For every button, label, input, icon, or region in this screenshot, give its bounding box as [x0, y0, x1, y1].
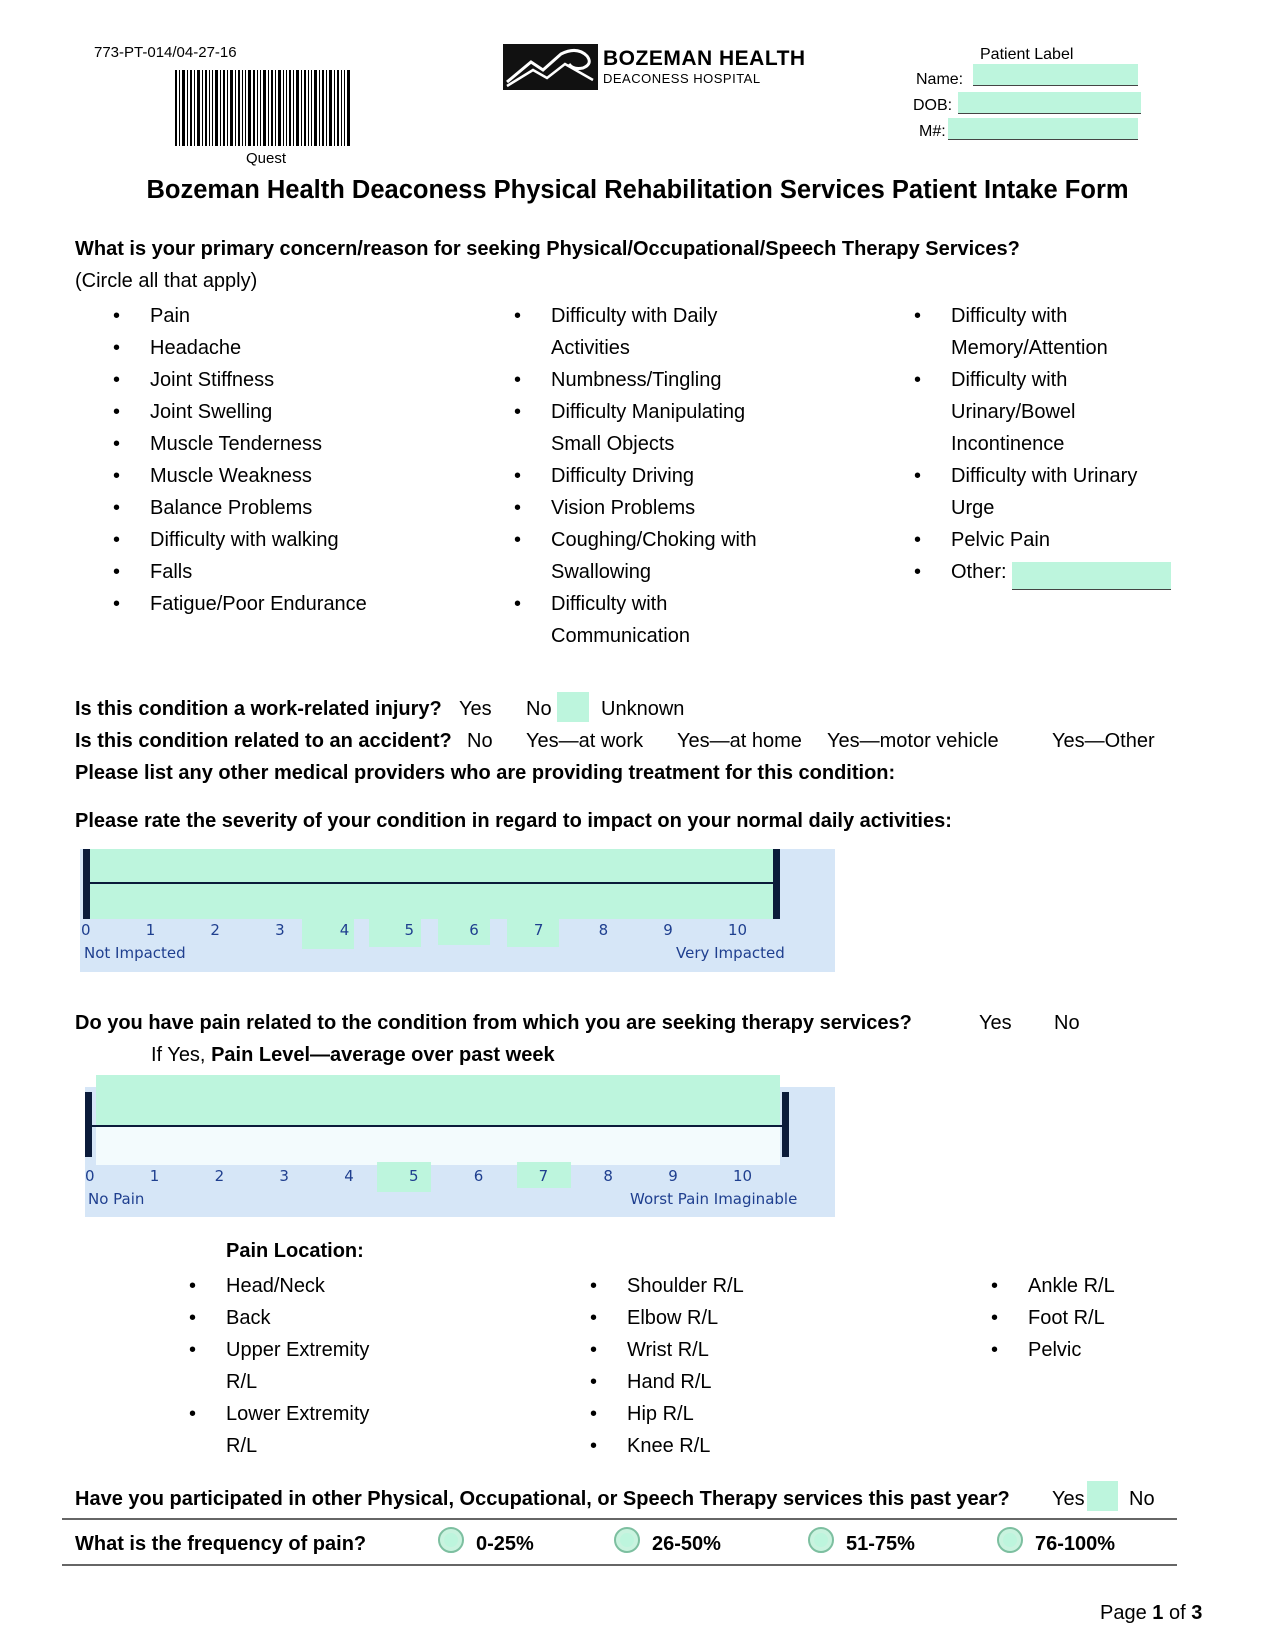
pain-tick-label: 7 — [538, 1167, 549, 1185]
list-item[interactable] — [514, 492, 791, 524]
list-item-label: Difficulty with Daily Activities — [551, 305, 718, 359]
concern-list-1 — [113, 300, 390, 620]
list-item[interactable] — [113, 524, 390, 556]
accident-question: Is this condition related to an accident? — [75, 730, 452, 752]
bullet-icon: • — [914, 305, 922, 327]
barcode — [175, 70, 350, 146]
severity-right-cap — [773, 849, 780, 919]
accident-yes-home[interactable]: Yes—at home — [677, 730, 802, 752]
pain-tick-label: 4 — [344, 1167, 354, 1185]
page-title: Bozeman Health Deaconess Physical Rehabilitation Services Patient Intake Form — [146, 176, 1129, 204]
dob-label: DOB: — [913, 97, 953, 114]
divider-top — [62, 1518, 1177, 1520]
list-item-label: Wrist R/L — [627, 1339, 709, 1361]
severity-box-5[interactable] — [438, 919, 490, 945]
bullet-icon: • — [514, 369, 522, 391]
list-item-label: Difficulty with Communication — [551, 593, 690, 647]
bullet-icon: • — [113, 465, 121, 487]
frequency-radio-51-75[interactable] — [808, 1527, 834, 1553]
bullet-icon: • — [914, 465, 922, 487]
list-item[interactable] — [514, 300, 791, 364]
list-item[interactable] — [189, 1398, 406, 1462]
severity-question: Please rate the severity of your condition in regard to impact on your normal daily activities: — [75, 810, 952, 832]
list-item[interactable] — [113, 556, 390, 588]
severity-input-field[interactable] — [90, 849, 773, 919]
list-item[interactable] — [189, 1270, 406, 1302]
bullet-icon: • — [113, 497, 121, 519]
location-list-1 — [189, 1270, 406, 1462]
list-item-label: Numbness/Tingling — [551, 369, 722, 391]
bullet-icon: • — [914, 561, 922, 583]
list-item-label: Pain — [150, 305, 191, 327]
bullet-icon: • — [590, 1371, 598, 1393]
providers-question: Please list any other medical providers who are providing treatment for this condition: — [75, 762, 896, 784]
severity-tick-label: 5 — [404, 921, 415, 939]
list-item-label: Difficulty with Memory/Attention — [951, 305, 1108, 359]
patient-label-title: Patient Label — [980, 46, 1074, 63]
list-item-label: Difficulty Driving — [551, 465, 694, 487]
pain-left-cap — [85, 1092, 92, 1157]
bullet-icon: • — [514, 305, 522, 327]
list-item-label: Shoulder R/L — [627, 1275, 744, 1297]
severity-tick-label: 0 — [81, 921, 91, 939]
bullet-icon: • — [113, 593, 121, 615]
name-field[interactable] — [973, 64, 1138, 86]
bullet-icon: • — [991, 1275, 999, 1297]
severity-high-label: Very Impacted — [676, 944, 785, 962]
list-item[interactable] — [991, 1270, 1178, 1302]
accident-yes-other[interactable]: Yes—Other — [1052, 730, 1155, 752]
concern-list-3 — [914, 300, 1181, 588]
list-item[interactable] — [991, 1302, 1178, 1334]
bullet-icon: • — [189, 1307, 197, 1329]
bullet-icon: • — [113, 369, 121, 391]
page-number — [1100, 1602, 1202, 1625]
list-item-label: Foot R/L — [1028, 1307, 1105, 1329]
concern-list-2 — [514, 300, 791, 652]
pain-low-label: No Pain — [88, 1190, 145, 1208]
accident-yes-work[interactable]: Yes—at work — [526, 730, 644, 752]
bullet-icon: • — [514, 529, 522, 551]
list-item[interactable] — [113, 300, 390, 332]
list-item-label: Pelvic Pain — [951, 529, 1050, 551]
accident-yes-motor-vehicle[interactable]: Yes—motor vehicle — [827, 730, 999, 752]
barcode-caption: Quest — [246, 150, 287, 167]
list-item-label: Joint Swelling — [150, 401, 273, 423]
divider-bottom — [62, 1564, 1177, 1566]
location-list-2 — [590, 1270, 827, 1462]
pain-tick-label: 8 — [603, 1167, 613, 1185]
dob-field[interactable] — [958, 92, 1141, 114]
logo-subtitle: DEACONESS HOSPITAL — [603, 71, 761, 86]
list-item-label: Lower Extremity R/L — [226, 1403, 370, 1457]
work-injury-yes[interactable]: Yes — [459, 698, 492, 720]
pain-input-field[interactable] — [96, 1075, 780, 1127]
location-list-3 — [991, 1270, 1178, 1366]
list-item-label: Difficulty Manipulating Small Objects — [551, 401, 746, 455]
past-therapy-yes[interactable]: Yes — [1052, 1488, 1085, 1510]
severity-tick-label: 1 — [145, 921, 156, 939]
list-item-label: Headache — [150, 337, 242, 359]
list-item-label: Back — [226, 1307, 271, 1329]
bullet-icon: • — [113, 433, 121, 455]
list-item[interactable] — [189, 1302, 406, 1334]
name-label: Name: — [916, 71, 964, 88]
severity-tick-label: 6 — [469, 921, 479, 939]
severity-tick-label: 3 — [275, 921, 285, 939]
bullet-icon: • — [991, 1339, 999, 1361]
pain-tick-label: 3 — [279, 1167, 289, 1185]
bullet-icon: • — [514, 401, 522, 423]
bullet-icon: • — [991, 1307, 999, 1329]
list-item-label: Elbow R/L — [627, 1307, 719, 1329]
frequency-option-51-75[interactable]: 51-75% — [846, 1533, 915, 1555]
mrn-field[interactable] — [948, 118, 1138, 140]
frequency-option-0-25[interactable]: 0-25% — [476, 1533, 534, 1555]
severity-tick-label: 2 — [210, 921, 220, 939]
list-item[interactable] — [914, 524, 1181, 556]
list-item[interactable] — [113, 460, 390, 492]
list-item-label: Balance Problems — [150, 497, 313, 519]
frequency-option-26-50[interactable]: 26-50% — [652, 1533, 721, 1555]
list-item[interactable] — [113, 428, 390, 460]
page-current: 1 — [1152, 1602, 1164, 1624]
work-injury-field[interactable] — [557, 692, 589, 722]
list-item[interactable] — [991, 1334, 1178, 1366]
list-item[interactable] — [514, 588, 791, 652]
list-item[interactable] — [914, 300, 1181, 364]
hospital-logo — [503, 44, 806, 90]
list-item[interactable] — [590, 1334, 827, 1366]
list-item[interactable] — [113, 588, 390, 620]
list-item-label: Hand R/L — [627, 1371, 712, 1393]
mrn-label: M#: — [919, 123, 946, 140]
pain-box-4[interactable] — [377, 1162, 431, 1192]
pain-tick-label: 9 — [668, 1167, 678, 1185]
severity-left-cap — [83, 849, 90, 919]
pain-tick-label: 2 — [214, 1167, 225, 1185]
pain-tick-label: 0 — [85, 1167, 95, 1185]
bullet-icon: • — [590, 1435, 598, 1457]
severity-tick-label: 9 — [663, 921, 673, 939]
severity-low-label: Not Impacted — [84, 944, 186, 962]
bullet-icon: • — [914, 369, 922, 391]
frequency-radio-76-100[interactable] — [997, 1527, 1023, 1553]
past-therapy-no[interactable]: No — [1129, 1488, 1155, 1510]
frequency-question: What is the frequency of pain? — [75, 1533, 367, 1555]
bullet-icon: • — [590, 1403, 598, 1425]
bullet-icon: • — [189, 1339, 197, 1361]
list-item[interactable] — [590, 1270, 827, 1302]
other-concern-field[interactable] — [1012, 562, 1171, 590]
past-therapy-field[interactable] — [1087, 1481, 1118, 1511]
mountain-logo-icon — [503, 44, 598, 90]
bullet-icon: • — [514, 465, 522, 487]
list-item[interactable] — [113, 492, 390, 524]
bullet-icon: • — [113, 561, 121, 583]
bullet-icon: • — [113, 529, 121, 551]
severity-slider-track[interactable] — [88, 882, 778, 884]
list-item-label: Joint Stiffness — [150, 369, 275, 391]
list-item-label: Head/Neck — [226, 1275, 325, 1297]
pain-track-area — [96, 1127, 780, 1165]
bullet-icon: • — [113, 401, 121, 423]
list-item-label: Difficulty with Urinary/Bowel Incontinence — [951, 369, 1076, 455]
bullet-icon: • — [514, 593, 522, 615]
list-item-label: Other: — [951, 561, 1007, 583]
concern-instruction: (Circle all that apply) — [75, 270, 258, 292]
page-of: of — [1163, 1602, 1192, 1624]
past-therapy-question: Have you participated in other Physical, Occupational, or Speech Therapy services this past year? — [75, 1488, 1010, 1510]
pain-no[interactable]: No — [1054, 1012, 1080, 1034]
list-item[interactable] — [113, 332, 390, 364]
frequency-radio-0-25[interactable] — [438, 1527, 464, 1553]
pain-scale[interactable] — [85, 1087, 835, 1217]
pain-location-heading: Pain Location: — [226, 1240, 364, 1262]
bullet-icon: • — [590, 1307, 598, 1329]
page-prefix: Page — [1100, 1602, 1153, 1624]
list-item-label: Knee R/L — [627, 1435, 711, 1457]
list-item[interactable] — [189, 1334, 406, 1398]
severity-tick-label: 10 — [728, 921, 748, 939]
list-item[interactable] — [590, 1430, 827, 1462]
page-total: 3 — [1191, 1602, 1203, 1624]
frequency-radio-26-50[interactable] — [614, 1527, 640, 1553]
list-item[interactable] — [590, 1366, 827, 1398]
list-item-label: Falls — [150, 561, 193, 583]
pain-level-prefix: If Yes, — [151, 1044, 212, 1066]
list-item[interactable] — [514, 524, 791, 588]
pain-right-cap — [782, 1092, 789, 1157]
list-item[interactable] — [514, 364, 791, 396]
pain-tick-label: 10 — [733, 1167, 753, 1185]
severity-tick-label: 7 — [533, 921, 544, 939]
severity-tick-label: 8 — [598, 921, 609, 939]
logo-name: BOZEMAN HEALTH — [603, 47, 806, 70]
list-item-label: Muscle Weakness — [150, 465, 312, 487]
list-item-label: Muscle Tenderness — [150, 433, 322, 455]
pain-tick-label: 6 — [473, 1167, 484, 1185]
list-item-label: Coughing/Choking with Swallowing — [551, 529, 757, 583]
list-item[interactable] — [914, 364, 1181, 460]
list-item[interactable] — [590, 1398, 827, 1430]
pain-level-heading: Pain Level—average over past week — [211, 1044, 555, 1066]
bullet-icon: • — [590, 1275, 598, 1297]
work-injury-unknown[interactable]: Unknown — [601, 698, 685, 720]
pain-tick-label: 1 — [149, 1167, 160, 1185]
bullet-icon: • — [914, 529, 922, 551]
pain-yes[interactable]: Yes — [979, 1012, 1012, 1034]
work-injury-question: Is this condition a work-related injury? — [75, 698, 442, 720]
concern-question: What is your primary concern/reason for seeking Physical/Occupational/Speech Therapy Services? — [75, 238, 1020, 260]
severity-scale[interactable] — [80, 849, 835, 972]
list-item-label: Fatigue/Poor Endurance — [150, 593, 367, 615]
bullet-icon: • — [189, 1275, 197, 1297]
severity-tick-label: 4 — [339, 921, 350, 939]
list-item-label: Ankle R/L — [1028, 1275, 1115, 1297]
pain-tick-label: 5 — [409, 1167, 419, 1185]
form-number: 773-PT-014/04-27-16 — [94, 44, 237, 61]
list-item[interactable] — [113, 396, 390, 428]
frequency-option-76-100[interactable]: 76-100% — [1035, 1533, 1116, 1555]
list-item-label: Upper Extremity R/L — [226, 1339, 370, 1393]
pain-level-label — [151, 1044, 555, 1067]
work-injury-no[interactable]: No — [526, 698, 552, 720]
accident-no[interactable]: No — [467, 730, 493, 752]
list-item[interactable] — [113, 364, 390, 396]
bullet-icon: • — [113, 337, 121, 359]
pain-slider-track[interactable] — [91, 1125, 785, 1127]
bullet-icon: • — [590, 1339, 598, 1361]
list-item[interactable] — [590, 1302, 827, 1334]
list-item-label: Vision Problems — [551, 497, 696, 519]
pain-question: Do you have pain related to the condition from which you are seeking therapy services? — [75, 1012, 912, 1034]
list-item[interactable] — [514, 460, 791, 492]
pain-high-label: Worst Pain Imaginable — [630, 1190, 798, 1208]
bullet-icon: • — [113, 305, 121, 327]
list-item[interactable] — [914, 460, 1181, 524]
list-item[interactable] — [514, 396, 791, 460]
list-item-label: Pelvic — [1028, 1339, 1082, 1361]
list-item-label: Hip R/L — [627, 1403, 694, 1425]
list-item-label: Difficulty with walking — [150, 529, 339, 551]
bullet-icon: • — [514, 497, 522, 519]
bullet-icon: • — [189, 1403, 197, 1425]
list-item-label: Difficulty with Urinary Urge — [951, 465, 1138, 519]
